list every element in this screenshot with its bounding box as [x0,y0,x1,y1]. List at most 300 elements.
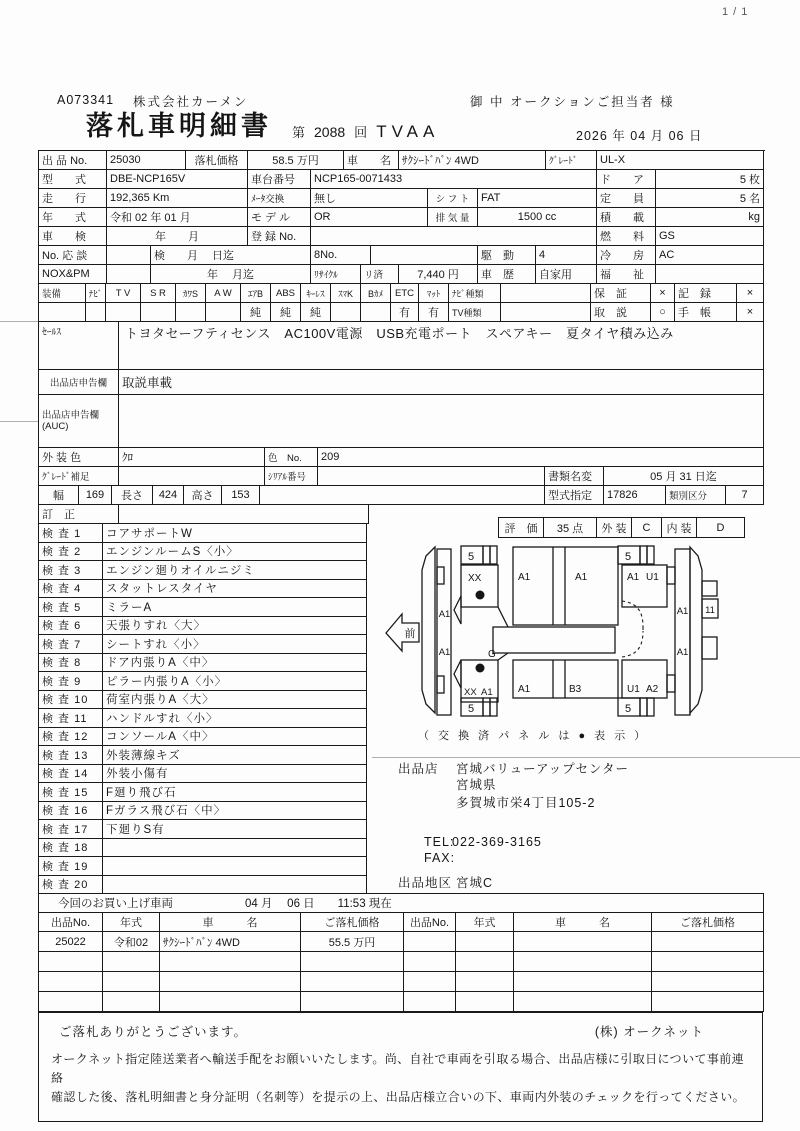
thanks-message: ご落札ありがとうございます。 [59,1025,248,1039]
model-code: DBE-NCP165V [107,170,248,189]
seller-address: 多賀城市栄4丁目105-2 [456,796,596,810]
equip-tv-value [106,303,141,322]
hinge-notch [667,675,675,692]
inspection-text [103,839,367,858]
exterior-grade-label: 外 装 [597,518,632,538]
blank-cell [107,246,151,265]
inspection-label: 検 査 15 [39,783,103,802]
serial [318,467,545,486]
recycle-label: ﾘｻｲｸﾙ [311,265,361,284]
height-label: 高さ [184,486,222,505]
equip-sr-label: S R [141,284,176,303]
recycle-fee: 7,440 円 [399,265,478,284]
width-value: 169 [79,486,112,505]
col-year: 年式 [103,913,160,932]
inspection-text: スタットレスタイヤ [103,580,367,599]
purchases-title: 今回のお買い上げ車両 [58,898,173,910]
registration [311,227,597,246]
auction-round [292,122,439,142]
record-label: 記 録 [675,284,737,303]
document-date: 2026 年 04 月 06 日 [576,129,703,143]
manual-label: 取 説 [591,303,651,322]
equip-mat-value: 有 [419,303,449,322]
tire-rear-right-label: 5 [624,703,632,715]
equip-abs-value: 純 [271,303,301,322]
rear-small-box [702,581,717,596]
tv-type-label: TV種類 [449,303,501,322]
front-fender-lower-label: A1 [438,647,451,658]
grade-note [119,467,265,486]
blank-cell [656,265,764,284]
front-bumper-shape [422,547,435,713]
seller-tel: 022-369-3165 [452,835,542,849]
sliver-box [490,698,497,716]
sliver-box [483,546,490,564]
inspection-row [39,783,369,802]
interior-grade-label: 内 装 [662,518,697,538]
shift-label: シ フ ト [428,189,478,208]
equip-smartkey-value [331,303,361,322]
inspection-until-label: 検 月 日迄 [151,246,311,265]
inspection-text: F廻り飛び石 [103,783,367,802]
footer-notice-box [38,1012,763,1122]
quarter-upper-label-2: U1 [646,572,659,583]
inspection-label: 検 査 10 [39,691,103,710]
equip-etc-label: ETC [391,284,419,303]
hinge-notch [437,676,444,693]
lower-b3-label: B3 [569,684,582,695]
inspection-label: 検 査 5 [39,598,103,617]
inspection-row [39,580,369,599]
inspection-text: エンジン廻りオイルニジミ [103,561,367,580]
auction-name: TVAA [376,122,440,141]
seller-area-label: 出品地区 [398,876,453,890]
seller-area: 宮城C [456,876,494,890]
inspection-text: エンジンルームS〈小〉 [103,543,367,562]
model: OR [311,208,428,227]
color-no-label: 色 No. [265,448,318,467]
purchase-car [514,952,652,972]
dimensions-row [39,486,765,505]
inspection-row [39,672,369,691]
front-door-panel [461,565,498,607]
inspection-label: 検 査 3 [39,561,103,580]
inspection-text [103,857,367,876]
model-code-label: 型 式 [39,170,107,189]
chassis-no: NCP165-0071433 [311,170,597,189]
declaration-auc-text [119,395,764,448]
inspection-text: 外装薄線キズ [103,746,367,765]
purchase-price [652,932,764,952]
shaken: 年 月 [107,227,248,246]
purchase-car [514,972,652,992]
floor-center-bar [493,627,615,653]
rear-door-label-2: A1 [481,687,493,698]
table-row [39,170,765,189]
purchases-datetime: 04 月 06 日 11:53 現在 [245,898,392,910]
displacement: 1500 cc [478,208,597,227]
inspection-text: ミラーA [103,598,367,617]
purchase-car: ｻｸｼｰﾄﾞﾊﾞﾝ 4WD [160,932,301,952]
equip-navi-label: ﾅﾋﾞ [86,284,106,303]
grade-note-row [39,467,765,486]
meter-change: 無し [311,189,428,208]
inspection-text: 下廻りS有 [103,820,367,839]
purchase-lot [404,992,456,1012]
sliver-box [640,546,647,564]
hinge-notch [667,567,675,584]
purchase-year: 令和02 [103,932,160,952]
g-mark-label: G [488,649,496,660]
nox-until: 年 月迄 [151,265,311,284]
declaration-label: 出品店申告欄 [39,370,119,395]
navi-type-label: ﾅﾋﾞ種類 [449,284,501,303]
notebook-value: × [737,303,764,322]
inspection-text: ドア内張りA〈中〉 [103,654,367,673]
inspection-label: 検 査 4 [39,580,103,599]
sales-point-row [39,322,765,370]
warranty-label: 保 証 [591,284,651,303]
purchase-lot: 25022 [39,932,103,952]
purchase-row [39,992,764,1012]
evaluation-row [499,518,745,538]
hinge-notch [437,567,444,584]
sliver-box [483,698,490,716]
recycle-status: リ済 [361,265,399,284]
car-name-label: 車 名 [344,151,399,170]
blank-cell [371,246,478,265]
inspection-label: 検 査 12 [39,728,103,747]
serial-label: ｼﾘｱﾙ番号 [265,467,318,486]
inspection-label: 検 査 17 [39,820,103,839]
inspection-label: 検 査 13 [39,746,103,765]
mirror-tab [454,660,461,688]
navi-type [501,284,591,303]
inspection-text: 天張りすれ〈大〉 [103,617,367,636]
sales-text: トヨタセーフティセンス AC100V電源 USB充電ポート スペアキー 夏タイヤ積み込み [119,322,764,370]
table-row [39,265,765,284]
equip-bcam-label: Bｶﾒ [361,284,391,303]
history: 自家用 [536,265,597,284]
equip-kawa-label: ｶﾜS [176,284,206,303]
recipient: 御 中 オークションご担当者 様 [470,95,675,109]
purchase-lot [39,952,103,972]
purchase-price [301,952,404,972]
inspection-row [39,857,369,876]
equip-smartkey-label: ｽﾏK [331,284,361,303]
replaced-panel-dot [476,591,485,600]
inspection-row [39,691,369,710]
evaluation-score: 35 点 [544,518,597,538]
purchase-car [160,972,301,992]
purchases-header-row [39,913,764,932]
welfare-label: 福 祉 [597,265,656,284]
inspection-row [39,561,369,580]
purchase-car [514,992,652,1012]
seller-label: 出品店 [398,762,439,776]
price: 58.5 万円 [248,151,344,170]
lot-no: 25030 [107,151,186,170]
seller-tel-label: TEL: [424,835,455,849]
equip-keyless-label: ｷｰﾚｽ [301,284,331,303]
tire-front-left-label: 5 [467,551,475,563]
inspection-label: 検 査 9 [39,672,103,691]
rear-bumper-shape [690,547,702,713]
equip-keyless-value: 純 [301,303,331,322]
equipment-label: 装備 [39,284,86,303]
col-car-name: 車 名 [514,913,652,932]
drive: 4 [536,246,597,265]
purchase-lot [39,972,103,992]
page-number: 1 / 1 [722,6,749,18]
document-title: 落札車明細書 [86,111,272,141]
equip-etc-value: 有 [391,303,419,322]
inspection-label: 検 査 8 [39,654,103,673]
vehicle-panel-diagram [385,543,765,758]
blank-cell [39,303,86,322]
tire-front-right-label: 5 [624,551,632,563]
mileage: 192,365 Km [107,189,248,208]
inspection-row [39,635,369,654]
exterior-grade: C [632,518,662,538]
equipment-label-row [39,284,765,303]
inspection-text: シートすれ〈小〉 [103,635,367,654]
type-designation: 17826 [604,486,666,505]
seller-prefecture: 宮城県 [456,778,497,792]
sliver-box [647,546,654,564]
class-value: 7 [726,486,764,505]
rear-fender-upper-label: A1 [676,606,689,617]
grade-note-label: ｸﾞﾚｰﾄﾞ補足 [39,467,119,486]
inspection-label: 検 査 16 [39,802,103,821]
class-label: 類別区分 [666,486,726,505]
purchase-row [39,952,764,972]
inspection-row [39,524,369,543]
inspection-row [39,802,369,821]
replaced-panel-dot [476,664,485,673]
nox-label: NOX&PM [39,265,107,284]
inspection-text: Fガラス飛び石〈中〉 [103,802,367,821]
purchase-lot [404,952,456,972]
inspection-row [39,543,369,562]
correction-label: 訂 正 [39,505,119,524]
color: ｸﾛ [119,448,265,467]
capacity-label: 定 員 [597,189,656,208]
company-name: 株式会社カーメン [133,95,249,109]
manual-value: ○ [651,303,675,322]
car-name: ｻｸｼｰﾄﾞﾊﾞﾝ 4WD [399,151,546,170]
inspection-text [103,876,367,895]
inspection-text: 外装小傷有 [103,765,367,784]
inspection-row [39,839,369,858]
evaluation-strip [498,517,745,538]
year-label: 年 式 [39,208,107,227]
col-price: ご落札価格 [652,913,764,932]
purchase-car [160,992,301,1012]
equip-bcam-value [361,303,391,322]
door-count: 5 枚 [656,170,764,189]
round-number: 2088 [314,124,346,140]
round-prefix: 第 [292,125,306,140]
table-row [39,227,765,246]
purchase-year [103,992,160,1012]
member-code: A073341 [57,93,115,107]
dashed-rear-outline [622,601,643,627]
purchase-year [456,932,514,952]
purchase-price: 55.5 万円 [301,932,404,952]
purchases-title-row [39,894,764,913]
fuel: GS [656,227,764,246]
equip-navi-value [86,303,106,322]
scan-artifact-line [0,321,38,322]
tv-type [501,303,591,322]
capacity: 5 名 [656,189,764,208]
roof-left-label: A1 [518,572,531,583]
mirror-tab [454,596,461,624]
aircon-label: 冷 房 [597,246,656,265]
purchases-table [38,893,764,1012]
table-row [39,208,765,227]
quarter-lower-label-2: A2 [646,684,659,695]
price-label: 落札価格 [186,151,248,170]
table-row [39,189,765,208]
model-label: モ デ ル [248,208,311,227]
length-value: 424 [153,486,184,505]
diagram-caption: （ 交 換 済 パ ネ ル は ● 表 示 ） [418,730,649,742]
purchase-price [652,952,764,972]
seller-block [390,760,762,890]
width-label: 幅 [39,486,79,505]
inspection-row [39,654,369,673]
color-row [39,448,765,467]
purchase-row [39,932,764,952]
purchase-car [160,952,301,972]
purchase-year [456,972,514,992]
rear-fender-lower-label: A1 [676,647,689,658]
declaration-auc-label [39,395,119,448]
load-label: 積 載 [597,208,656,227]
inspection-text: ハンドルすれ〈小〉 [103,709,367,728]
aircon: AC [656,246,764,265]
displacement-label: 排 気 量 [428,208,478,227]
inspection-row [39,876,369,895]
history-label: 車 歴 [478,265,536,284]
connector-line [498,607,508,627]
docs-change-until: 05 月 31 日迄 [604,467,764,486]
warranty-value: × [651,284,675,303]
evaluation-label: 評 価 [499,518,544,538]
inspection-label: 検 査 1 [39,524,103,543]
col-lot-no: 出品No. [404,913,456,932]
purchase-price [652,992,764,1012]
purchase-lot [404,932,456,952]
purchase-year [103,972,160,992]
drive-label: 駆 動 [478,246,536,265]
inspection-label: 検 査 14 [39,765,103,784]
color-no: 209 [318,448,764,467]
front-door-label: XX [468,573,482,584]
inspection-row [39,598,369,617]
rear-door-label-1: XX [464,687,477,698]
purchase-car [514,932,652,952]
purchase-year [456,992,514,1012]
sliver-box [490,546,497,564]
inspection-row [39,820,369,839]
tire-rear-left-label: 5 [467,703,475,715]
inspection-row [39,765,369,784]
no8-label: 8No. [311,246,371,265]
inspection-table [38,504,369,894]
col-lot-no: 出品No. [39,913,103,932]
sales-label: ｾｰﾙｽ [39,322,119,370]
declaration-auc-label-line1: 出品店申告欄 [42,410,100,422]
inspection-row [39,728,369,747]
seller-fax-label: FAX: [424,851,456,865]
inspection-label: 検 査 6 [39,617,103,636]
notebook-label: 手 帳 [675,303,737,322]
col-year: 年式 [456,913,514,932]
shift: FAT [478,189,597,208]
inspection-label: 検 査 19 [39,857,103,876]
equip-airbag-value: 純 [241,303,271,322]
rear-fender-strip [675,549,690,715]
inspection-label: 検 査 7 [39,635,103,654]
inspection-text: 荷室内張りA〈大〉 [103,691,367,710]
roof-right-label: A1 [575,572,588,583]
equip-aw-label: A W [206,284,241,303]
declaration-auc-label-line2: (AUC) [42,421,69,432]
declaration-text: 取説車載 [119,370,764,395]
front-fender-upper-label: A1 [438,609,451,620]
col-car-name: 車 名 [160,913,301,932]
fuel-label: 燃 料 [597,227,656,246]
table-row [39,246,765,265]
round-suffix: 回 [354,125,368,140]
mileage-label: 走 行 [39,189,107,208]
col-price: ご落札価格 [301,913,404,932]
quarter-upper-label-1: A1 [627,572,640,583]
dashed-rear-outline [622,631,643,657]
purchase-row [39,972,764,992]
inspection-label: 検 査 18 [39,839,103,858]
inspection-row [39,617,369,636]
lower-center-label: A1 [518,684,531,695]
equip-mat-label: ﾏｯﾄ [419,284,449,303]
height-value: 153 [222,486,260,505]
equip-aw-value [206,303,241,322]
scan-artifact-line [372,757,800,758]
grade: UL-X [597,151,764,170]
inspection-label: 検 査 2 [39,543,103,562]
inspection-text: コンソールA〈中〉 [103,728,367,747]
door-label: ド ア [597,170,656,189]
purchase-lot [404,972,456,992]
equip-abs-label: ABS [271,284,301,303]
equip-kawa-value [176,303,206,322]
equip-airbag-label: ｴｱB [241,284,271,303]
chassis-no-label: 車台番号 [248,170,311,189]
rear-panel-label: 11 [705,605,715,616]
scan-artifact-line [0,421,38,422]
record-value: × [737,284,764,303]
sliver-box [640,698,647,716]
meter-change-label: ﾒｰﾀ交換 [248,189,311,208]
registration-label: 登 録 No. [248,227,311,246]
year: 令和 02 年 01 月 [107,208,248,227]
notice-line-2: 確認した後、落札明細書と身分証明（名刺等）を提示の上、出品店様立合いの下、車両内外装のチェックを行ってください。 [51,1090,746,1105]
inspection-text: ピラー内張りA〈小〉 [103,672,367,691]
equipment-value-row [39,303,765,322]
